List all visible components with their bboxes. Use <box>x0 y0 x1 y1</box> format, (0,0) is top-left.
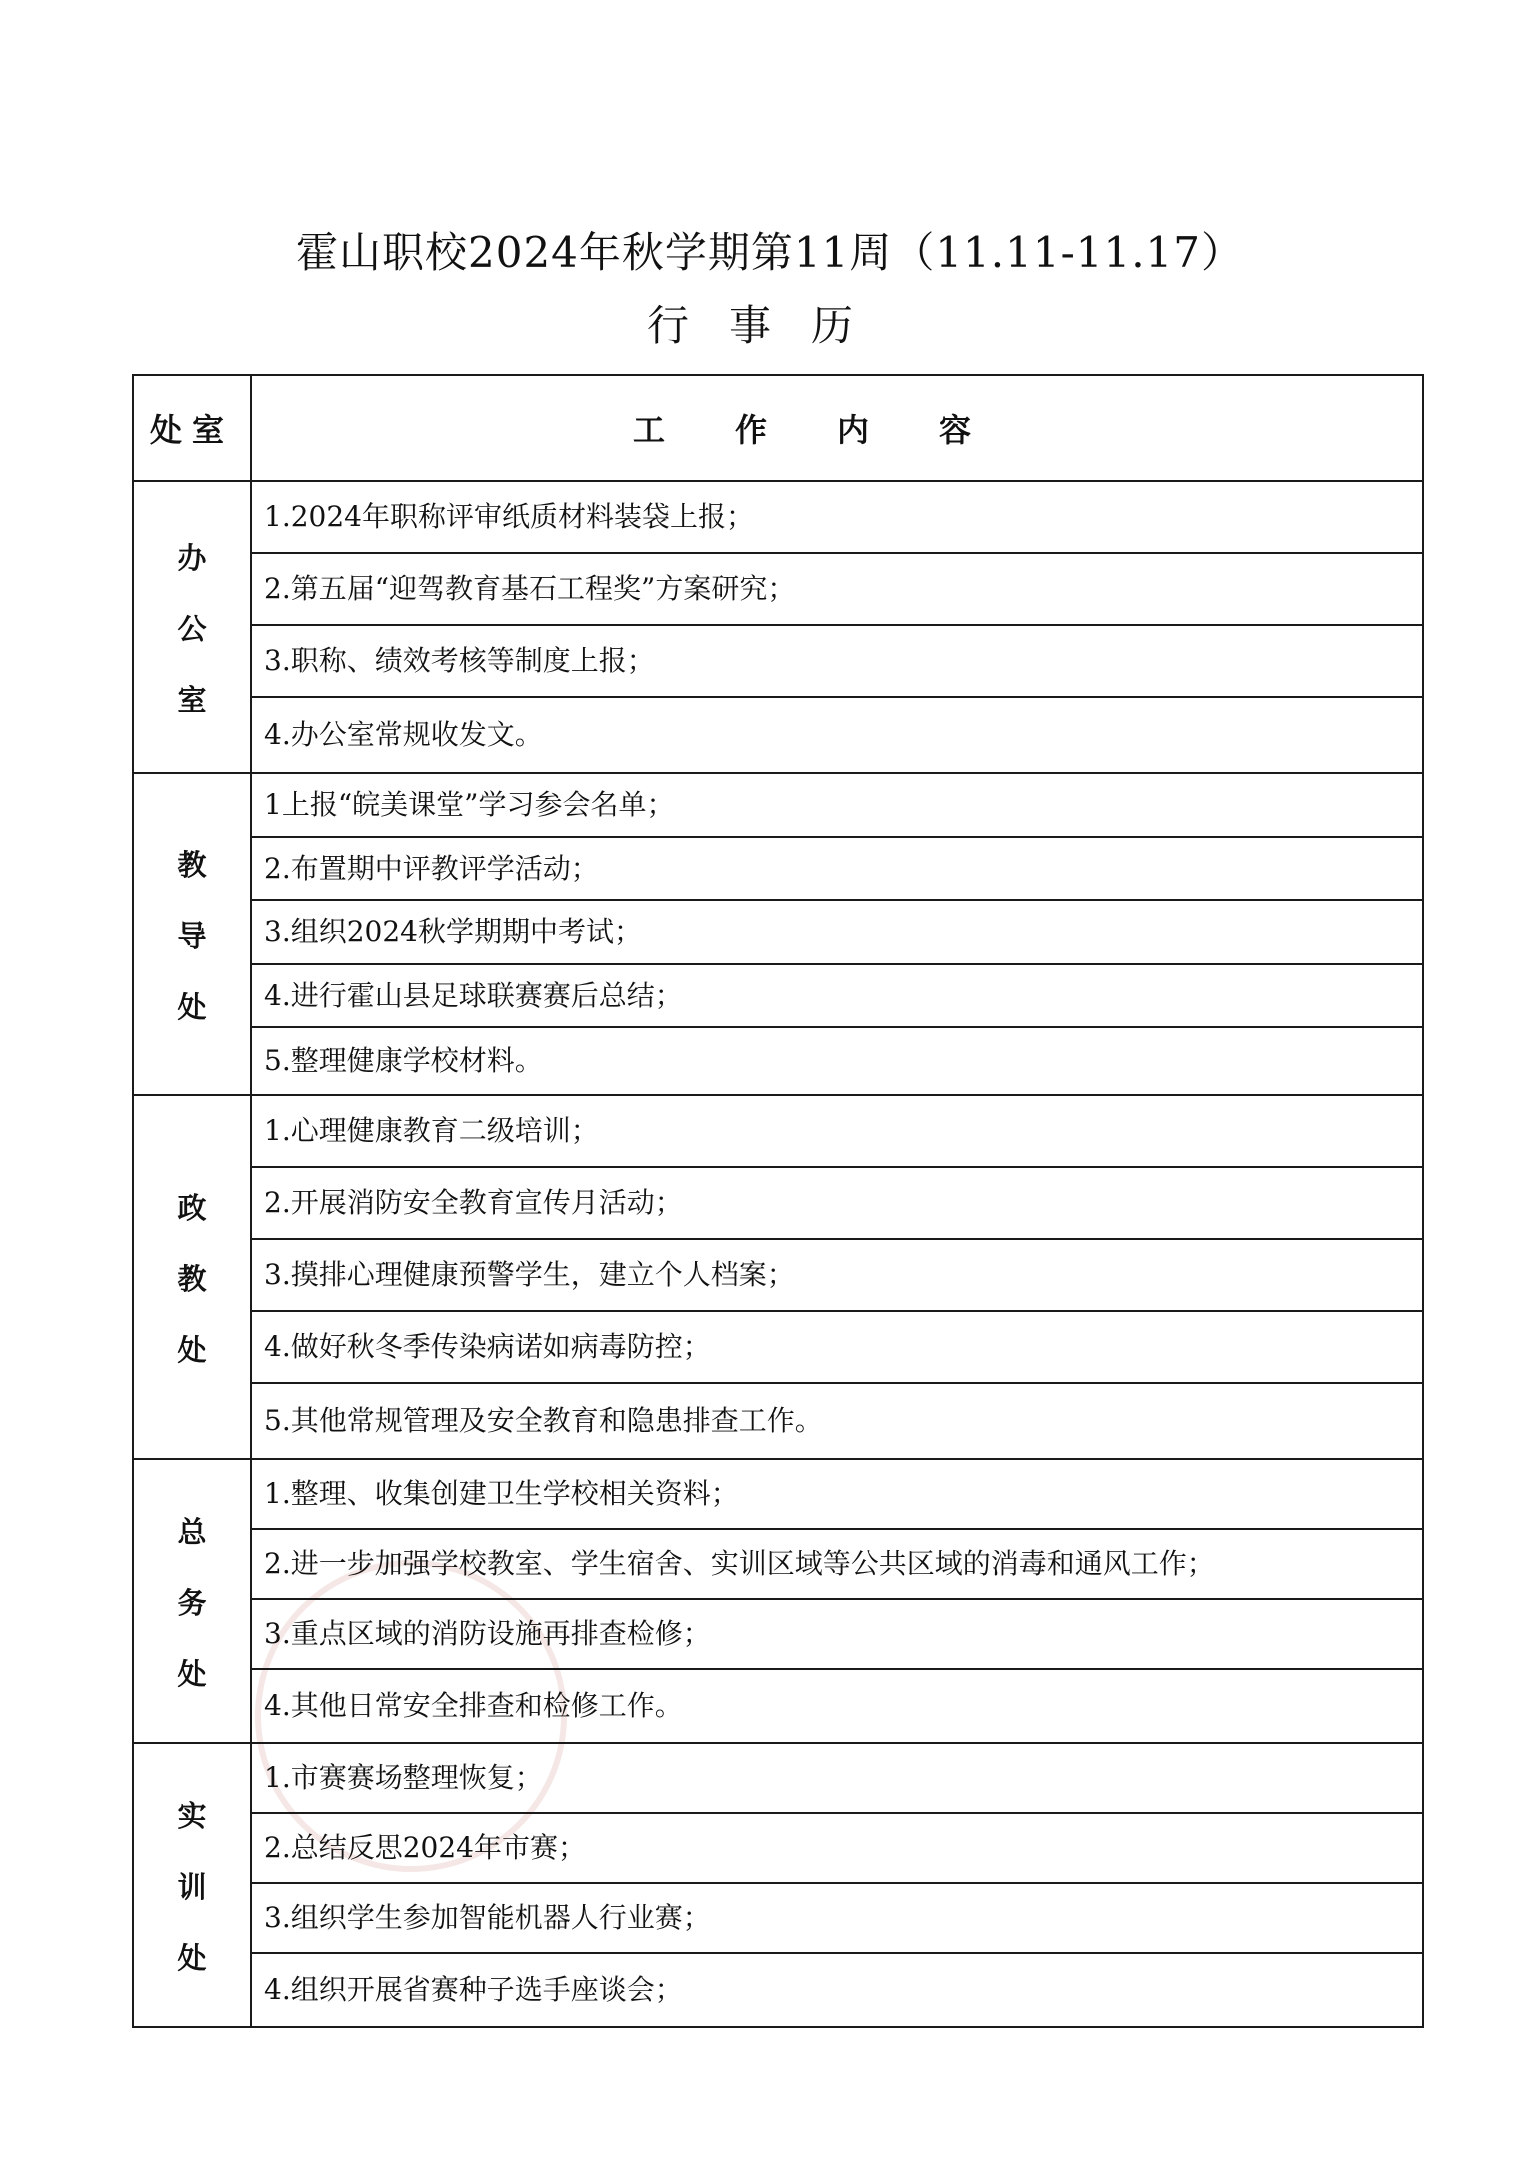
table-row <box>133 1383 1423 1459</box>
table-row <box>133 1311 1423 1383</box>
dept-char: 导 <box>177 918 207 953</box>
work-item: 4.进行霍山县足球联赛赛后总结； <box>251 964 1423 1028</box>
dept-name <box>134 536 250 719</box>
work-item: 1.市赛赛场整理恢复； <box>251 1743 1423 1813</box>
work-item: 4.其他日常安全排查和检修工作。 <box>251 1669 1423 1743</box>
dept-cell <box>133 773 251 1095</box>
dept-cell <box>133 481 251 773</box>
table-row <box>133 1459 1423 1529</box>
work-item: 3.摸排心理健康预警学生，建立个人档案； <box>251 1239 1423 1311</box>
dept-char: 实 <box>177 1798 207 1833</box>
table-row <box>133 553 1423 625</box>
work-item: 3.组织学生参加智能机器人行业赛； <box>251 1883 1423 1953</box>
table-row <box>133 1529 1423 1599</box>
work-item: 2.开展消防安全教育宣传月活动； <box>251 1167 1423 1239</box>
header-dept: 处室 <box>133 375 251 481</box>
work-item: 3.职称、绩效考核等制度上报； <box>251 625 1423 697</box>
table-row <box>133 1743 1423 1813</box>
table-row <box>133 964 1423 1028</box>
work-item: 5.整理健康学校材料。 <box>251 1027 1423 1095</box>
table-row <box>133 1953 1423 2027</box>
table-row <box>133 837 1423 901</box>
dept-char: 教 <box>177 1261 207 1296</box>
work-item: 2.进一步加强学校教室、学生宿舍、实训区域等公共区域的消毒和通风工作； <box>251 1529 1423 1599</box>
table-row <box>133 625 1423 697</box>
table-row <box>133 1813 1423 1883</box>
work-item: 1上报“皖美课堂”学习参会名单； <box>251 773 1423 837</box>
table-header-row <box>133 375 1423 481</box>
document-title: 霍山职校2024年秋学期第11周（11.11-11.17） <box>296 228 1244 277</box>
dept-cell <box>133 1743 251 2027</box>
work-item: 3.组织2024秋学期期中考试； <box>251 900 1423 964</box>
dept-char: 处 <box>177 989 207 1024</box>
dept-char: 室 <box>177 682 207 717</box>
work-item: 4.办公室常规收发文。 <box>251 697 1423 773</box>
work-item: 5.其他常规管理及安全教育和隐患排查工作。 <box>251 1383 1423 1459</box>
document-subtitle: 行事历 <box>646 301 893 350</box>
dept-char: 教 <box>177 847 207 882</box>
table-row <box>133 481 1423 553</box>
dept-char: 总 <box>177 1514 207 1549</box>
table-row <box>133 697 1423 773</box>
dept-char: 处 <box>177 1656 207 1691</box>
dept-name <box>134 1186 250 1369</box>
table-row <box>133 1239 1423 1311</box>
table-row <box>133 1027 1423 1095</box>
header-work: 工作内容 <box>251 375 1423 481</box>
work-item: 2.布置期中评教评学活动； <box>251 837 1423 901</box>
table-row <box>133 1095 1423 1167</box>
table-row <box>133 900 1423 964</box>
dept-name <box>134 1510 250 1693</box>
table-row <box>133 1599 1423 1669</box>
work-item: 3.重点区域的消防设施再排查检修； <box>251 1599 1423 1669</box>
work-item: 2.第五届“迎驾教育基石工程奖”方案研究； <box>251 553 1423 625</box>
work-item: 1.心理健康教育二级培训； <box>251 1095 1423 1167</box>
dept-char: 训 <box>177 1869 207 1904</box>
dept-char: 公 <box>177 611 207 646</box>
table-row <box>133 1883 1423 1953</box>
table-row <box>133 773 1423 837</box>
dept-cell <box>133 1459 251 1743</box>
dept-char: 办 <box>177 540 207 575</box>
dept-name <box>134 1794 250 1977</box>
dept-char: 处 <box>177 1332 207 1367</box>
dept-char: 政 <box>177 1190 207 1225</box>
work-item: 1.2024年职称评审纸质材料装袋上报； <box>251 481 1423 553</box>
work-item: 2.总结反思2024年市赛； <box>251 1813 1423 1883</box>
table-row <box>133 1669 1423 1743</box>
dept-char: 处 <box>177 1940 207 1975</box>
schedule-body <box>133 481 1423 2027</box>
schedule-table <box>132 374 1424 2028</box>
work-item: 1.整理、收集创建卫生学校相关资料； <box>251 1459 1423 1529</box>
dept-char: 务 <box>177 1585 207 1620</box>
table-row <box>133 1167 1423 1239</box>
dept-cell <box>133 1095 251 1459</box>
work-item: 4.做好秋冬季传染病诺如病毒防控； <box>251 1311 1423 1383</box>
dept-name <box>134 843 250 1026</box>
work-item: 4.组织开展省赛种子选手座谈会； <box>251 1953 1423 2027</box>
